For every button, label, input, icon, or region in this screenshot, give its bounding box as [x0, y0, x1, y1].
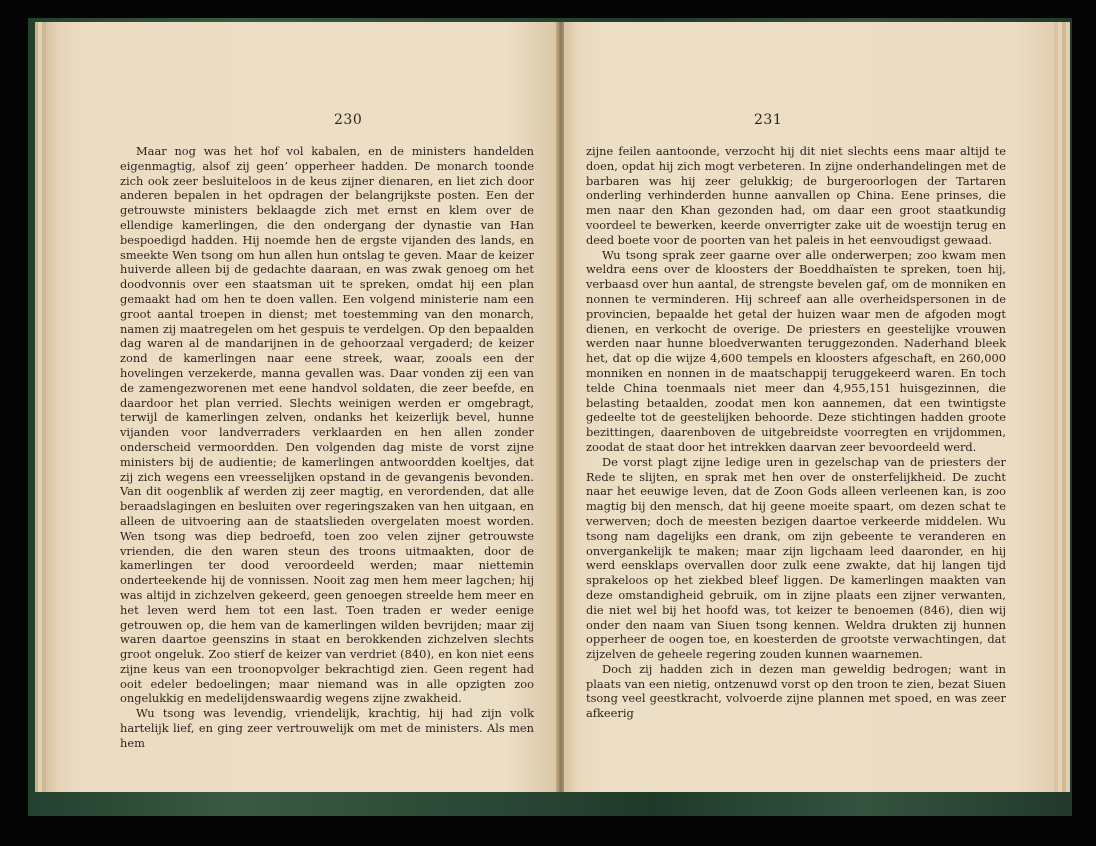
paragraph: Wu tsong was levendig, vriendelijk, krachtig, hij had zijn volk hartelijk lief, en ging zeer vertrouwelijk om met de ministers. Als men hem [120, 706, 534, 750]
paragraph: zijne feilen aantoonde, verzocht hij dit niet slechts eens maar altijd te doen, opdat hij zich mogt verbeteren. In zijne onderhandelingen met de barbaren was hij zeer gelukkig; de burgeroorlogen der Tartaren onderling verhinderden hunne aanvallen op China. Eene prinses, die men naar den Khan gezonden had, om daar een groot staatkundig voordeel te bewerken, keerde onverrigter zake uit de woestijn terug en deed boete voor de poorten van het paleis in het eenvoudigst gewaad. [586, 144, 1006, 247]
page-number: 230 [334, 112, 363, 128]
paragraph: Maar nog was het hof vol kabalen, en de ministers handelden eigenmagtig, alsof zij geen’ opperheer hadden. De monarch toonde zich ook zeer besluiteloos in de keus zijner dienaren, en liet zich door anderen bepalen in het opdragen der belangrijkste posten. Een der getrouwste ministers beklaagde zich met ernst en klem over de ellendige kamerlingen, die den ondergang der dynastie van Han bespoedigd hadden. Hij noemde hen de ergste vijanden des lands, en smeekte Wen tsong om hun allen hun ontslag te geven. Maar de keizer huiverde alleen bij de gedachte daaraan, en was zwak genoeg om het doodvonnis over een staatsman uit te spreken, omdat hij een plan gemaakt had om hen te doen vallen. Een volgend ministerie nam een groot aantal troepen in dienst; met toestemming van den monarch, namen zij maatregelen om het gespuis te verdelgen. Op den bepaalden dag waren al de mandarijnen in de gehoorzaal vergaderd; de keizer zond de kamerlingen naar eene streek, waar, zooals een der hovelingen verzekerde, manna gevallen was. Daar vonden zij een van de zamengezworenen met eene handvol soldaten, die zeer beefde, en daardoor het plan verried. Slechts weinigen werden er omgebragt, terwijl de kamerlingen zelven, ondanks het keizerlijk bevel, hunne vijanden voor landverraders verklaarden en hen allen zonder onderscheid vermoordden. Den volgenden dag miste de vorst zijne ministers bij de audientie; de kamerlingen antwoordden koeltjes, dat zij zich wegens een vreesselijken opstand in de gevangenis bevonden. Van dit oogenblik af werden zij zeer magtig, en verordenden, dat alle beraadslagingen en besluiten over regeringszaken van hen uitgaan, en alleen de uitvoering aan de staatslieden overgelaten moest worden. Wen tsong was diep bedroefd, toen zoo velen zijner getrouwste vrienden, die den waren steun des troons uitmaakten, door de kamerlingen ter dood veroordeeld werden; maar niettemin onderteekende hij de vonnissen. Nooit zag men hem meer lagchen; hij was altijd in zichzelven gekeerd, geen genoegen streelde hem meer en het leven werd hem tot een last. Toen traden er weder eenige getrouwen op, die hem van de kamerlingen wilden bevrijden; maar zij waren daartoe geenszins in staat en berokkenden zichzelven slechts groot ongeluk. Zoo stierf de keizer van verdriet (840), en kon niet eens zijne keus van een troonopvolger bekrachtigd zien. Geen regent had ooit edeler bedoelingen; maar niemand was in alle opzigten zoo ongelukkig en medelijdenswaardig wegens zijne zwakheid. [120, 144, 534, 706]
paragraph: De vorst plagt zijne ledige uren in gezelschap van de priesters der Rede te slijten, en sprak met hen over de onsterfelijkheid. De zucht naar het eeuwige leven, dat de Zoon Gods alleen verleenen kan, is zoo magtig bij den mensch, dat hij geene moeite spaart, om dezen schat te verwerven; doch de meesten bezigen daartoe verkeerde middelen. Wu tsong nam dagelijks een drank, om zijn gebeente te veranderen en onvergankelijk te maken; maar zijn ligchaam leed daaronder, en hij werd eensklaps overvallen door zulk eene zwakte, dat hij langen tijd sprakeloos op het ziekbed bleef liggen. De kamerlingen maakten van deze omstandigheid gebruik, om in zijne plaats een zijner verwanten, die niet wel bij het hoofd was, tot keizer te benoemen (846), dien wij onder den naam van Siuen tsong kennen. Weldra drukten zij hunnen opperheer de oogen toe, en koesterden de grootste verwachtingen, dat zijzelven de geheele regering zouden kunnen waarnemen. [586, 454, 1006, 662]
page-text [586, 144, 1006, 721]
page-text [120, 144, 534, 751]
left-page [46, 22, 558, 792]
right-page [564, 22, 1054, 792]
paragraph: Wu tsong sprak zeer gaarne over alle onderwerpen; zoo kwam men weldra eens over de kloosters der Boeddhaïsten te spreken, toen hij, verbaasd over hun aantal, de strengste bevelen gaf, om de monniken en nonnen te verminderen. Hij schreef aan alle overheidspersonen in de provincien, bepaalde het getal der huizen waar men de afgoden mogt dienen, en verkocht de overige. De priesters en geestelijke vrouwen werden naar hunne bloedverwanten teruggezonden. Naderhand bleek het, dat op die wijze 4,600 tempels en kloosters afgeschaft, en 260,000 monniken en nonnen in de maatschappij teruggekeerd waren. En toch telde China toenmaals niet meer dan 4,955,151 huisgezinnen, die belasting betaalden, zoodat men kon aannemen, dat een twintigste gedeelte tot de geestelijken behoorde. Deze stichtingen hadden groote bezittingen, daarenboven de uitgebreidste voorregten en vrijdommen, zoodat de staat door het intrekken daarvan zeer bevoordeeld werd. [586, 247, 1006, 454]
page-number: 231 [754, 112, 783, 128]
paragraph: Doch zij hadden zich in dezen man geweldig bedrogen; want in plaats van een nietig, ontzenuwd vorst op den troon te zien, bezat Siuen tsong veel geestkracht, volvoerde zijne plannen met spoed, en was zeer afkeerig [586, 661, 1006, 721]
